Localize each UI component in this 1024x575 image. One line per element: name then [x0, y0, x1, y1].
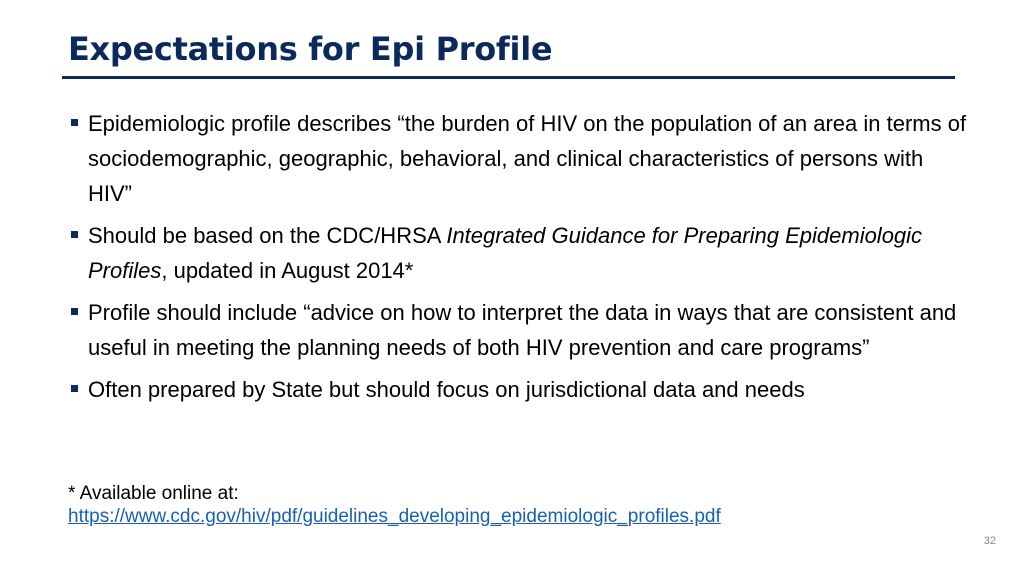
bullet-text-before: Should be based on the CDC/HRSA [88, 223, 447, 248]
bullet-item [68, 106, 968, 211]
footnote [68, 482, 828, 528]
bullet-text: Often prepared by State but should focus on jurisdictional data and needs [88, 377, 805, 402]
bullet-text: Epidemiologic profile describes “the burden of HIV on the population of an area in terms of sociodemographic, geographic, behavioral, and clinical characteristics of persons with HIV” [88, 111, 967, 206]
bullet-text: Profile should include “advice on how to interpret the data in ways that are consistent and useful in meeting the planning needs of both HIV prevention and care programs” [88, 300, 957, 360]
bullet-list [68, 106, 968, 414]
guidance-document-title: Integrated Guidance for Preparing Epidemiologic Profiles [88, 223, 923, 283]
bullet-item [68, 295, 968, 365]
guidelines-link[interactable]: https://www.cdc.gov/hiv/pdf/guidelines_developing_epidemiologic_profiles.pdf [68, 506, 721, 527]
page-number: 32 [983, 535, 996, 547]
square-bullet-icon [71, 308, 78, 315]
bullet-text-after: , updated in August 2014* [161, 258, 414, 283]
square-bullet-icon [71, 231, 78, 238]
footnote-prefix: * Available online at: [68, 483, 239, 504]
bullet-item [68, 372, 968, 407]
bullet-item [68, 218, 968, 288]
slide-title: Expectations for Epi Profile [68, 30, 553, 68]
square-bullet-icon [71, 385, 78, 392]
title-underline [62, 76, 955, 79]
square-bullet-icon [71, 119, 78, 126]
